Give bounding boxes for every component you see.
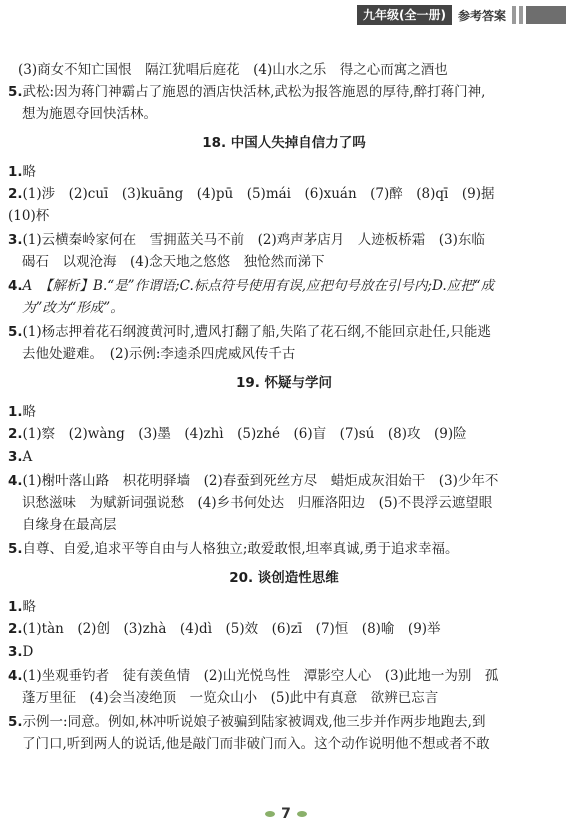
leaf-icon <box>297 811 307 817</box>
answer-text: (1)察 (2)wàng (3)墨 (4)zhì (5)zhé (6)盲 (7)sú (8)攻 (9)险 <box>22 426 467 442</box>
answer-text: 示例一:同意。例如,林冲听说娘子被骗到陆家被调戏,他三步并作两步地跑去,到 <box>22 714 486 730</box>
answer-text: 略 <box>22 164 37 180</box>
answer-line <box>8 206 49 226</box>
answer-text: A 【解析】B.“是”作谓语;C.标点符号使用有误,应把句号放在引号内;D.应把“成 <box>22 278 495 294</box>
answer-line <box>8 666 498 686</box>
section-title: 19. 怀疑与学问 <box>235 375 333 391</box>
answer-text: (1)tàn (2)创 (3)zhà (4)dì (5)效 (6)zī (7)恒 (8)喻 (9)举 <box>22 621 441 637</box>
answer-line <box>8 104 157 124</box>
question-number: 5. <box>8 541 23 557</box>
answer-text: A <box>22 449 33 465</box>
answer-text: (1)涉 (2)cuī (3)kuāng (4)pū (5)mái (6)xuán (7)醉 (8)qī (9)据 <box>22 186 495 202</box>
answer-line <box>8 493 492 513</box>
question-number: 1. <box>8 164 23 180</box>
answer-line <box>8 424 467 444</box>
question-number: 3. <box>8 232 23 248</box>
answer-line <box>8 447 32 467</box>
answer-text: D <box>22 644 34 660</box>
section-title: 20. 谈创造性思维 <box>229 570 339 586</box>
question-number: 3. <box>8 644 23 660</box>
page-footer <box>0 806 572 822</box>
grade-label: 九年级(全一册) <box>357 5 452 25</box>
question-number: 4. <box>8 668 23 684</box>
answer-line <box>8 734 490 754</box>
answer-text: 略 <box>22 599 37 615</box>
question-number: 2. <box>8 186 23 202</box>
answer-line <box>8 597 36 617</box>
answer-text: 武松:因为蒋门神霸占了施恩的酒店快活林,武松为报答施恩的厚待,醉打蒋门神, <box>22 84 486 100</box>
answer-text: (1)榭叶落山路 枳花明驿墙 (2)春蚕到死丝方尽 蜡炬成灰泪始干 (3)少年不 <box>22 473 499 489</box>
question-number: 1. <box>8 599 23 615</box>
page-header <box>357 4 566 26</box>
answer-line <box>8 642 33 662</box>
answer-line <box>8 82 485 102</box>
answer-text: 碣石 以观沧海 (4)念天地之悠悠 独怆然而涕下 <box>22 254 325 270</box>
answer-line <box>8 712 485 732</box>
answer-text: 自尊、自爱,追求平等自由与人格独立;敢爱敢恨,坦率真诚,勇于追求幸福。 <box>22 541 459 557</box>
answer-line <box>8 402 36 422</box>
answer-line <box>8 688 438 708</box>
answer-text: 识愁滋味 为赋新词强说愁 (4)乡书何处达 归雁洛阳边 (5)不畏浮云遮望眼 <box>22 495 493 511</box>
answer-line <box>8 322 491 342</box>
question-number: 3. <box>8 449 23 465</box>
answer-text: 去他处避难。 (2)示例:李逵杀四虎威风传千古 <box>22 346 296 362</box>
answer-line <box>8 276 494 296</box>
answer-line <box>8 60 448 80</box>
question-number: 1. <box>8 404 23 420</box>
question-number: 2. <box>8 426 23 442</box>
answer-text: 蓬万里征 (4)会当凌绝顶 一览众山小 (5)此中有真意 欲辨已忘言 <box>22 690 439 706</box>
answer-text: (10)杯 <box>8 208 50 224</box>
question-number: 5. <box>8 84 23 100</box>
answer-text: 想为施恩夺回快活林。 <box>22 106 157 122</box>
page-number: 7 <box>281 806 291 822</box>
answer-text: 了门口,听到两人的说话,他是敲门而非破门而入。这个动作说明他不想或者不敢 <box>22 736 490 752</box>
answer-line <box>8 539 458 559</box>
question-number: 2. <box>8 621 23 637</box>
answer-line <box>8 515 117 535</box>
answer-line <box>8 471 498 491</box>
answer-line <box>8 344 295 364</box>
question-number: 5. <box>8 714 23 730</box>
question-number: 4. <box>8 473 23 489</box>
header-decoration <box>512 6 566 24</box>
answer-text: 为”改为“形成”。 <box>22 300 124 316</box>
question-number: 4. <box>8 278 23 294</box>
answer-line <box>8 162 36 182</box>
answer-text: (1)坐观垂钓者 徒有羡鱼情 (2)山光悦鸟性 潭影空人心 (3)此地一为别 孤 <box>22 668 499 684</box>
answers-label: 参考答案 <box>457 8 506 23</box>
answer-line <box>8 184 494 204</box>
answer-text: (1)杨志押着花石纲渡黄河时,遭风打翻了船,失陷了花石纲,不能回京赴任,只能逃 <box>22 324 491 340</box>
leaf-icon <box>265 811 275 817</box>
answer-line <box>8 619 441 639</box>
question-number: 5. <box>8 324 23 340</box>
answer-line <box>8 230 485 250</box>
answer-text: (3)商女不知亡国恨 隔江犹唱后庭花 (4)山水之乐 得之心而寓之酒也 <box>18 62 448 78</box>
answer-line <box>8 252 325 272</box>
answer-text: 自缘身在最高层 <box>22 517 117 533</box>
answer-text: (1)云横秦岭家何在 雪拥蓝关马不前 (2)鸡声茅店月 人迹板桥霜 (3)东临 <box>22 232 485 248</box>
section-title: 18. 中国人失掉自信力了吗 <box>202 135 366 151</box>
answer-line <box>8 298 124 318</box>
answer-text: 略 <box>22 404 37 420</box>
